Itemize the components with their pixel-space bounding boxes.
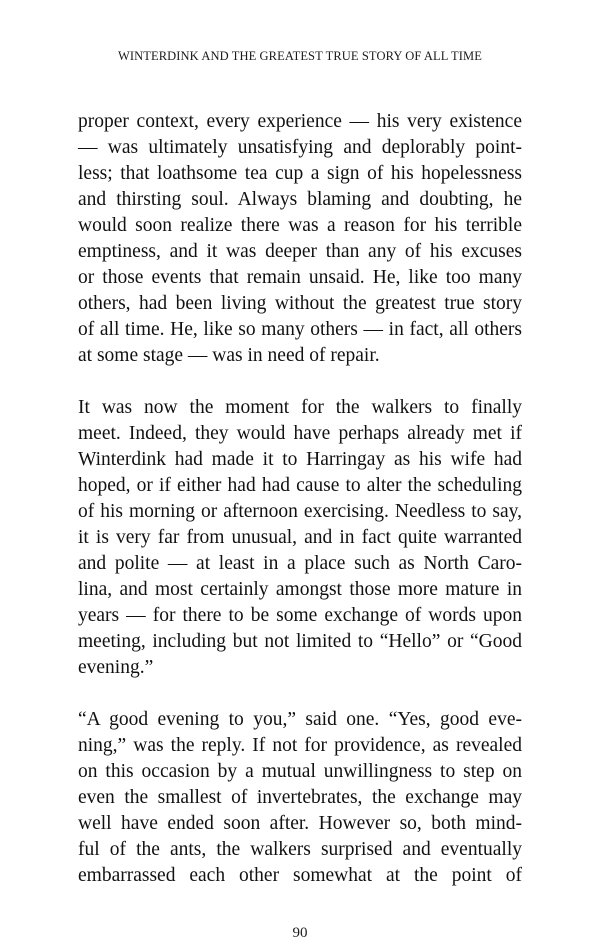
text-line: and thirsting soul. Always blaming and doubting, he	[78, 189, 522, 210]
page-number: 90	[292, 925, 308, 941]
text-line: embarrassed each other somewhat at the point of	[78, 865, 522, 886]
paragraph-1	[78, 109, 522, 369]
text-line: hoped, or if either had had cause to alter the scheduling	[78, 475, 522, 496]
text-line: meet. Indeed, they would have perhaps already met if	[78, 423, 522, 444]
text-line: would soon realize there was a reason for his terrible	[78, 215, 522, 236]
text-line: it is very far from unusual, and in fact quite warranted	[78, 527, 522, 548]
text-line: and polite — at least in a place such as North Caro-	[78, 553, 522, 574]
text-line: of all time. He, like so many others — in fact, all others	[78, 319, 522, 340]
text-line: lina, and most certainly amongst those more mature in	[78, 579, 522, 600]
running-head: WINTERDINK AND THE GREATEST TRUE STORY OF ALL TIME	[117, 49, 483, 63]
text-line: “A good evening to you,” said one. “Yes, good eve-	[78, 709, 522, 730]
text-line: Winterdink had made it to Harringay as his wife had	[78, 449, 522, 470]
text-line: evening.”	[78, 657, 154, 678]
text-line: meeting, including but not limited to “Hello” or “Good	[78, 631, 522, 652]
text-line: It was now the moment for the walkers to finally	[78, 397, 522, 418]
paragraph-3	[78, 707, 522, 889]
text-line: — was ultimately unsatisfying and deplorably point-	[78, 137, 522, 158]
text-line: less; that loathsome tea cup a sign of his hopelessness	[78, 163, 522, 184]
text-line: ning,” was the reply. If not for providence, as revealed	[78, 735, 522, 756]
text-line: of his morning or afternoon exercising. Needless to say,	[78, 501, 522, 522]
paragraph-2	[78, 395, 522, 681]
text-line: well have ended soon after. However so, both mind-	[78, 813, 522, 834]
text-line: years — for there to be some exchange of words upon	[78, 605, 522, 626]
text-line: on this occasion by a mutual unwillingness to step on	[78, 761, 522, 782]
body-text	[78, 109, 522, 915]
text-line: even the smallest of invertebrates, the exchange may	[78, 787, 522, 808]
text-line: emptiness, and it was deeper than any of his excuses	[78, 241, 522, 262]
text-line: at some stage — was in need of repair.	[78, 345, 380, 366]
text-line: ful of the ants, the walkers surprised and eventually	[78, 839, 522, 860]
text-line: or those events that remain unsaid. He, like too many	[78, 267, 522, 288]
text-line: proper context, every experience — his very existence	[78, 111, 522, 132]
text-line: others, had been living without the greatest true story	[78, 293, 522, 314]
